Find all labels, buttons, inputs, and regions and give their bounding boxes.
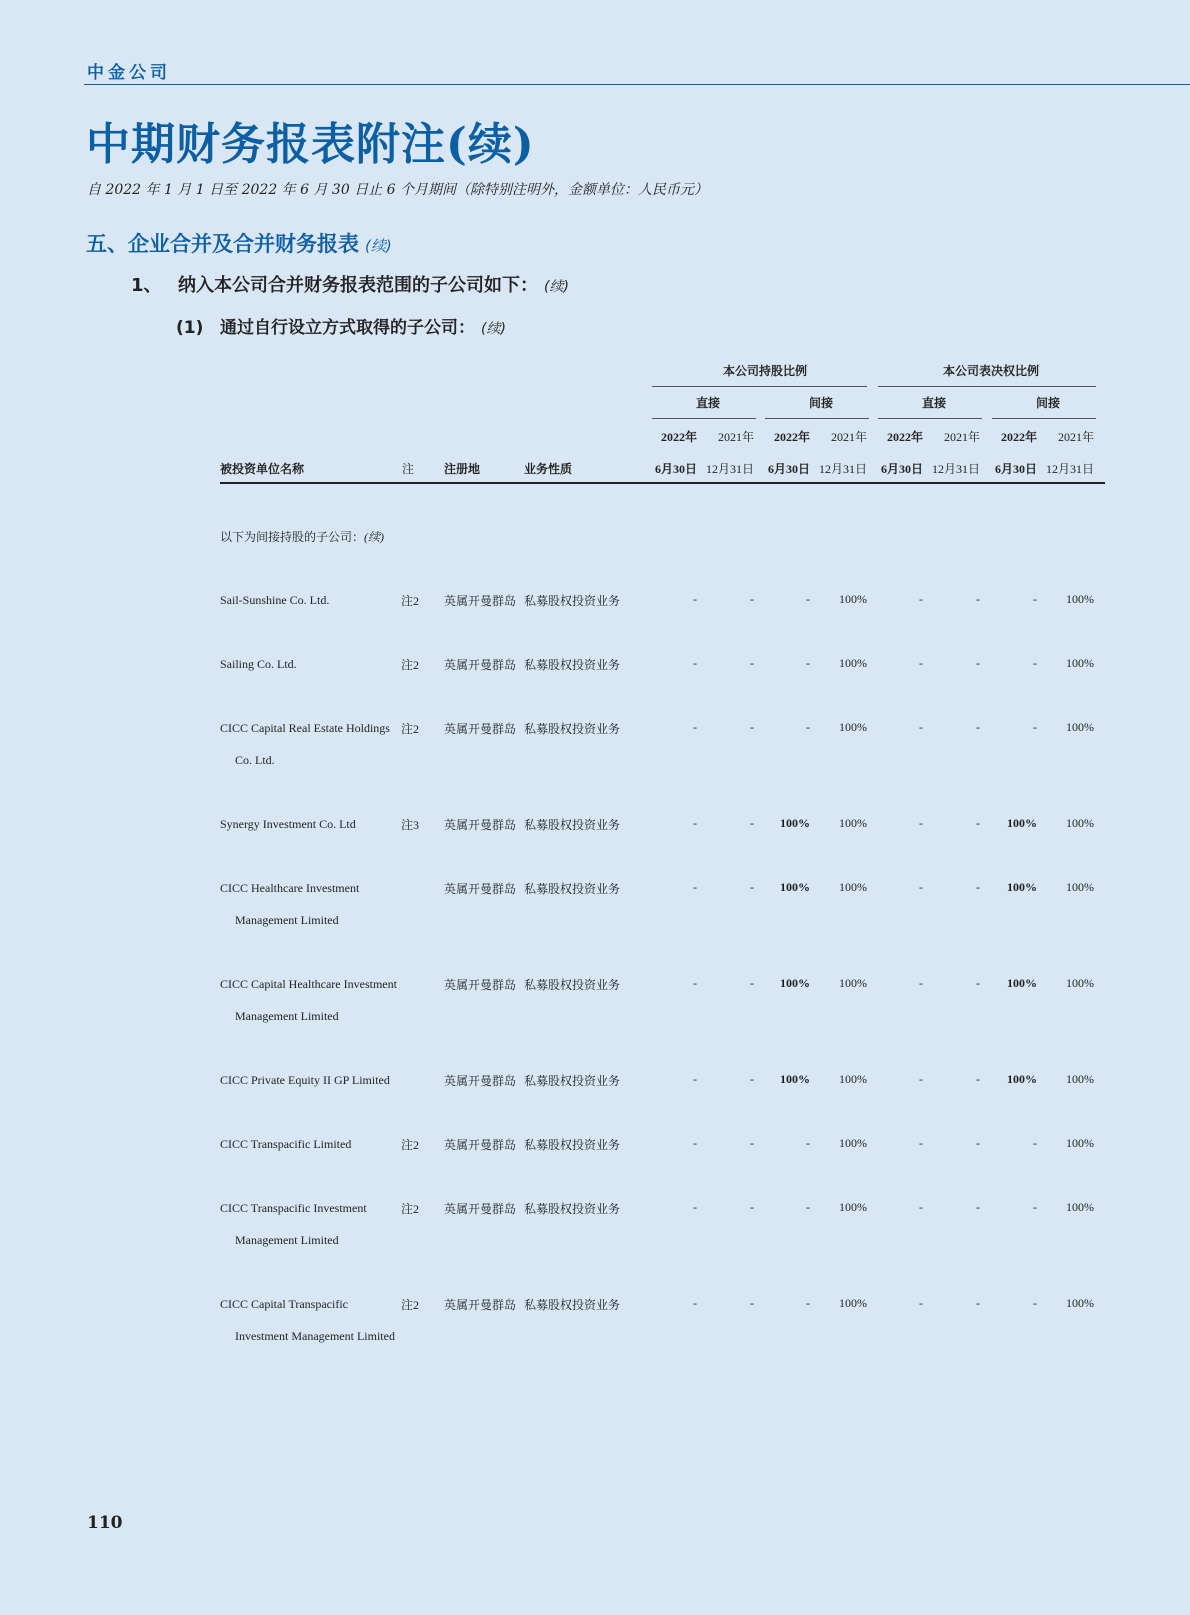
table-row-value: - — [806, 1136, 810, 1150]
table-row-value: - — [919, 976, 923, 990]
table-row-place: 英属开曼群岛 — [444, 1074, 517, 1088]
subsection-1-1-cont: (续) — [481, 321, 506, 337]
table-row-value: - — [919, 1072, 923, 1086]
table-row-value: 100% — [780, 1072, 810, 1086]
company-name: 中金公司 — [87, 63, 171, 83]
table-row-value: 100% — [839, 816, 867, 830]
table-row-value: 100% — [1066, 1136, 1094, 1150]
table-row-value: 100% — [1066, 976, 1094, 990]
header-date: 6月30日 — [994, 462, 1037, 476]
table-row-value: - — [806, 592, 810, 606]
header-year: 2021年 — [717, 430, 754, 444]
table-row-name-cont: Management Limited — [235, 913, 339, 927]
subsection-1-number: 1、 — [131, 275, 162, 296]
vote-direct-rule — [878, 418, 982, 419]
table-row-place: 英属开曼群岛 — [444, 978, 517, 992]
subsection-1-cont: (续) — [544, 279, 569, 295]
table-row-value: - — [806, 720, 810, 734]
table-row-name-cont: Management Limited — [235, 1009, 339, 1023]
header-year: 2021年 — [943, 430, 980, 444]
period-subtitle: 自 2022 年 1 月 1 日至 2022 年 6 月 30 日止 6 个月期间（除特别注明外，金额单位：人民币元） — [87, 182, 709, 198]
table-row-value: - — [693, 720, 697, 734]
table-row-value: 100% — [1066, 656, 1094, 670]
header-date: 12月31日 — [818, 462, 867, 476]
share-indirect-rule — [765, 418, 869, 419]
header-year: 2022年 — [886, 430, 923, 444]
table-row-name: CICC Capital Real Estate Holdings — [220, 721, 390, 735]
table-row-value: 100% — [1066, 1200, 1094, 1214]
table-row-place: 英属开曼群岛 — [444, 1202, 517, 1216]
table-row-name: CICC Transpacific Limited — [220, 1137, 352, 1151]
table-row-value: - — [976, 816, 980, 830]
table-row-value: 100% — [839, 1296, 867, 1310]
section-heading-text: 五、企业合并及合并财务报表 — [86, 232, 359, 256]
table-row-value: - — [1033, 720, 1037, 734]
table-row-name: Synergy Investment Co. Ltd — [220, 817, 356, 831]
table-row-value: 100% — [780, 880, 810, 894]
header-date: 6月30日 — [880, 462, 923, 476]
subsection-1-1-number: (1) — [176, 318, 204, 338]
table-row-value: - — [1033, 1296, 1037, 1310]
table-row-value: - — [919, 656, 923, 670]
indirect-note-line — [220, 528, 384, 545]
table-row-value: - — [1033, 1200, 1037, 1214]
table-row-name: CICC Capital Healthcare Investment — [220, 977, 397, 991]
table-row-name: CICC Private Equity II GP Limited — [220, 1073, 390, 1087]
header-year: 2022年 — [1000, 430, 1037, 444]
header-share-indirect: 间接 — [808, 396, 834, 410]
table-row-value: - — [976, 720, 980, 734]
header-date: 6月30日 — [767, 462, 810, 476]
table-row-value: - — [1033, 592, 1037, 606]
share-direct-rule — [652, 418, 756, 419]
table-row-business: 私募股权投资业务 — [524, 978, 621, 992]
table-row-value: - — [976, 1136, 980, 1150]
header-group-share: 本公司持股比例 — [722, 364, 808, 378]
table-row-place: 英属开曼群岛 — [444, 882, 517, 896]
header-share-direct: 直接 — [695, 396, 721, 410]
table-row-value: - — [806, 1296, 810, 1310]
table-row-value: - — [919, 720, 923, 734]
table-row-value: - — [750, 816, 754, 830]
table-row-value: 100% — [1007, 976, 1037, 990]
indirect-note-text: 以下为间接持股的子公司： — [220, 530, 365, 544]
table-row-name: CICC Capital Transpacific — [220, 1297, 348, 1311]
table-row-value: - — [919, 816, 923, 830]
table-row-place: 英属开曼群岛 — [444, 818, 517, 832]
table-row-value: 100% — [1007, 816, 1037, 830]
table-row-place: 英属开曼群岛 — [444, 1298, 517, 1312]
table-row-business: 私募股权投资业务 — [524, 658, 621, 672]
table-row-value: 100% — [1066, 816, 1094, 830]
table-row-value: - — [693, 656, 697, 670]
page-number: 110 — [87, 1513, 123, 1533]
table-row-value: - — [1033, 656, 1037, 670]
table-row-value: 100% — [780, 976, 810, 990]
header-date: 12月31日 — [1045, 462, 1094, 476]
table-row-value: 100% — [780, 816, 810, 830]
table-row-value: 100% — [1066, 1296, 1094, 1310]
table-row-note: 注2 — [401, 1138, 420, 1152]
table-row-value: 100% — [1066, 720, 1094, 734]
table-row-business: 私募股权投资业务 — [524, 818, 621, 832]
table-row-business: 私募股权投资业务 — [524, 1202, 621, 1216]
table-row-value: - — [976, 1296, 980, 1310]
table-row-note: 注2 — [401, 722, 420, 736]
table-row-name: CICC Transpacific Investment — [220, 1201, 367, 1215]
table-row-value: 100% — [839, 1136, 867, 1150]
table-row-name-cont: Investment Management Limited — [235, 1329, 395, 1343]
section-heading — [86, 228, 392, 258]
table-row-value: - — [919, 592, 923, 606]
table-row-value: - — [976, 656, 980, 670]
table-row-value: 100% — [839, 1072, 867, 1086]
table-row-value: - — [750, 720, 754, 734]
section-heading-cont: (续) — [365, 237, 392, 255]
table-row-value: - — [693, 1072, 697, 1086]
table-row-name: Sailing Co. Ltd. — [220, 657, 297, 671]
table-row-place: 英属开曼群岛 — [444, 594, 517, 608]
table-row-name-cont: Management Limited — [235, 1233, 339, 1247]
table-row-value: - — [976, 592, 980, 606]
table-row-place: 英属开曼群岛 — [444, 722, 517, 736]
header-date: 12月31日 — [705, 462, 754, 476]
subsection-1 — [131, 271, 569, 297]
table-row-name: CICC Healthcare Investment — [220, 881, 360, 895]
page-title: 中期财务报表附注(续) — [86, 119, 535, 170]
header-col-name: 被投资单位名称 — [220, 462, 305, 476]
table-row-note: 注2 — [401, 1202, 420, 1216]
table-row-value: - — [693, 1296, 697, 1310]
table-row-name: Sail-Sunshine Co. Ltd. — [220, 593, 330, 607]
table-row-value: - — [919, 1200, 923, 1214]
table-row-note: 注2 — [401, 658, 420, 672]
header-col-note: 注 — [402, 462, 415, 476]
table-row-value: 100% — [839, 656, 867, 670]
table-row-value: - — [750, 1136, 754, 1150]
table-row-value: - — [976, 1072, 980, 1086]
table-header-rule — [220, 482, 1105, 484]
subsection-1-1 — [176, 313, 506, 338]
table-row-value: - — [1033, 1136, 1037, 1150]
header-col-business: 业务性质 — [524, 462, 573, 476]
group-vote-rule — [878, 386, 1096, 387]
table-row-value: 100% — [1066, 592, 1094, 606]
table-row-value: - — [976, 880, 980, 894]
table-row-name-cont: Co. Ltd. — [235, 753, 275, 767]
header-divider — [84, 84, 1190, 85]
table-row-value: - — [806, 1200, 810, 1214]
header-date: 6月30日 — [654, 462, 697, 476]
header-vote-indirect: 间接 — [1035, 396, 1061, 410]
table-row-business: 私募股权投资业务 — [524, 1074, 621, 1088]
table-row-value: 100% — [1007, 880, 1037, 894]
table-row-value: - — [693, 816, 697, 830]
table-row-note: 注3 — [401, 818, 420, 832]
table-row-value: 100% — [839, 880, 867, 894]
table-row-value: 100% — [839, 720, 867, 734]
indirect-note-cont: (续) — [364, 530, 385, 544]
table-row-value: 100% — [839, 976, 867, 990]
subsection-1-1-text: 通过自行设立方式取得的子公司： — [220, 318, 475, 338]
header-year: 2022年 — [660, 430, 697, 444]
table-row-business: 私募股权投资业务 — [524, 882, 621, 896]
table-row-value: - — [750, 1200, 754, 1214]
header-vote-direct: 直接 — [921, 396, 947, 410]
table-row-value: - — [750, 592, 754, 606]
table-row-note: 注2 — [401, 594, 420, 608]
table-row-value: - — [976, 1200, 980, 1214]
table-row-value: - — [693, 592, 697, 606]
table-row-value: - — [750, 1296, 754, 1310]
table-row-place: 英属开曼群岛 — [444, 1138, 517, 1152]
header-col-place: 注册地 — [444, 462, 481, 476]
table-row-value: - — [750, 1072, 754, 1086]
table-row-value: - — [693, 976, 697, 990]
table-row-value: - — [693, 880, 697, 894]
table-row-value: - — [919, 880, 923, 894]
table-row-value: 100% — [1066, 1072, 1094, 1086]
table-row-value: - — [976, 976, 980, 990]
table-row-value: 100% — [1007, 1072, 1037, 1086]
table-row-business: 私募股权投资业务 — [524, 1138, 621, 1152]
table-row-value: 100% — [839, 592, 867, 606]
table-row-place: 英属开曼群岛 — [444, 658, 517, 672]
table-row-value: - — [750, 976, 754, 990]
table-row-value: - — [750, 656, 754, 670]
table-row-value: - — [750, 880, 754, 894]
header-year: 2021年 — [1057, 430, 1094, 444]
table-row-value: 100% — [839, 1200, 867, 1214]
header-date: 12月31日 — [931, 462, 980, 476]
table-row-business: 私募股权投资业务 — [524, 594, 621, 608]
header-group-vote: 本公司表决权比例 — [942, 364, 1040, 378]
table-row-value: - — [693, 1136, 697, 1150]
table-row-value: - — [693, 1200, 697, 1214]
header-year: 2022年 — [773, 430, 810, 444]
table-row-value: - — [919, 1136, 923, 1150]
table-row-note: 注2 — [401, 1298, 420, 1312]
group-share-rule — [652, 386, 867, 387]
table-row-value: - — [919, 1296, 923, 1310]
subsection-1-text: 纳入本公司合并财务报表范围的子公司如下： — [178, 275, 538, 296]
table-row-business: 私募股权投资业务 — [524, 1298, 621, 1312]
vote-indirect-rule — [992, 418, 1096, 419]
header-year: 2021年 — [830, 430, 867, 444]
table-row-value: 100% — [1066, 880, 1094, 894]
table-row-business: 私募股权投资业务 — [524, 722, 621, 736]
table-row-value: - — [806, 656, 810, 670]
